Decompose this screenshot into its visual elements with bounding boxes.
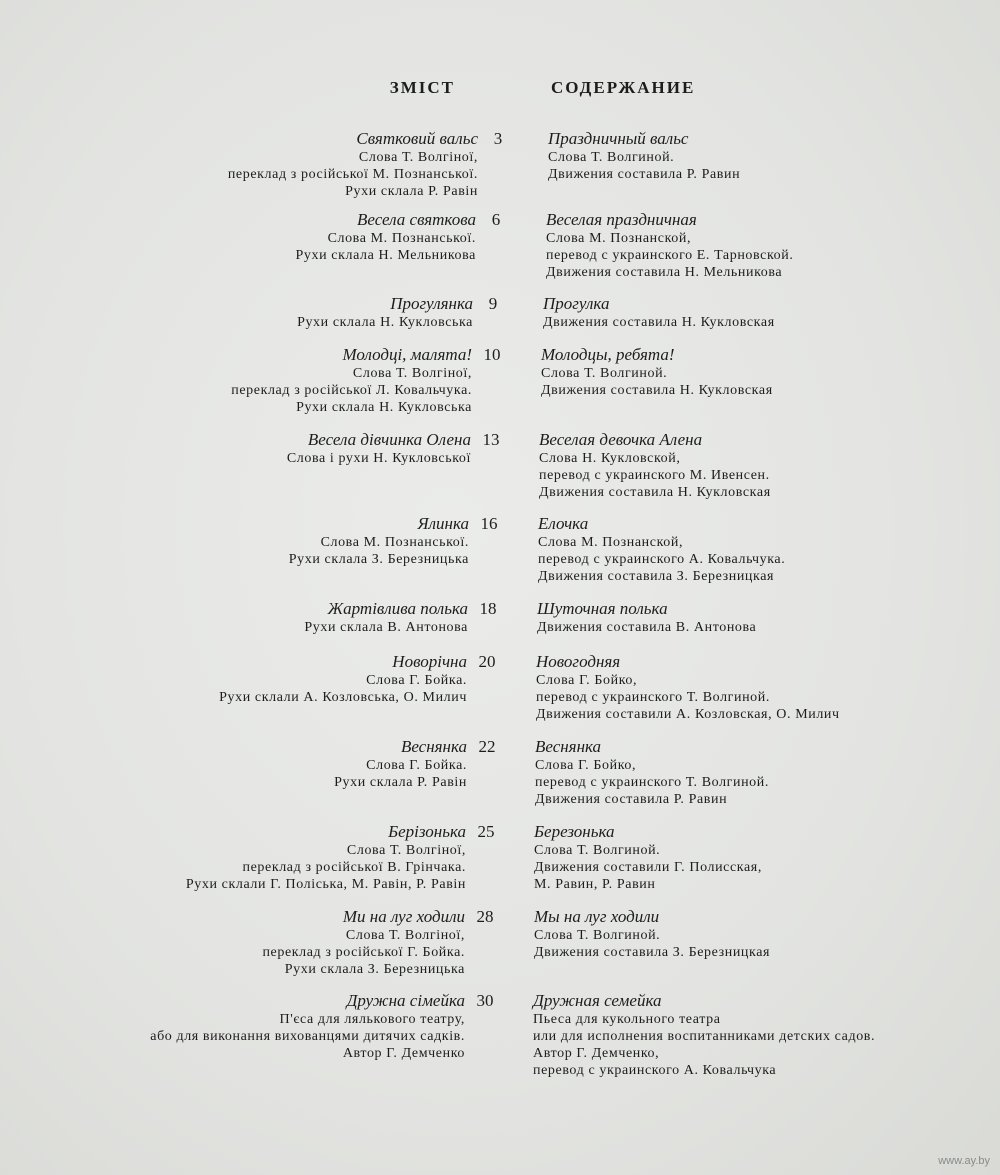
toc-entry-ru: [546, 211, 986, 281]
entry-credit-ru: Движения составила Н. Кукловская: [543, 315, 775, 330]
toc-header-uk: ЗМІСТ: [389, 78, 455, 97]
entry-credit-uk: Рухи склала З. Березницька: [284, 962, 465, 977]
page-number: 13: [482, 430, 500, 449]
entry-credit-ru: Слова Т. Волгиной.: [534, 843, 661, 858]
entry-title-ru: Дружная семейка: [533, 991, 662, 1010]
entry-credit-uk: Слова Г. Бойка.: [366, 758, 467, 773]
entry-title-ru: Мы на луг ходили: [534, 907, 660, 926]
entry-credit-ru: М. Равин, Р. Равин: [534, 877, 656, 892]
toc-entry-uk: [32, 346, 472, 416]
entry-credit-ru: Движения составила Н. Мельникова: [546, 265, 783, 280]
entry-credit-ru: перевод с украинского М. Ивенсен.: [539, 468, 770, 483]
entry-credit-ru: Движения составила З. Березницкая: [534, 945, 771, 960]
entry-credit-ru: перевод с украинского А. Ковальчука.: [538, 552, 786, 567]
entry-credit-ru: Движения составила З. Березницкая: [538, 569, 775, 584]
entry-credit-ru: Движения составила Н. Кукловская: [541, 383, 773, 398]
toc-entry-uk: [25, 992, 465, 1062]
toc-entry-uk: [31, 431, 471, 467]
entry-credit-uk: переклад з російської В. Грінчака.: [242, 860, 466, 875]
page-number: 28: [476, 907, 494, 926]
entry-credit-uk: Слова і рухи Н. Кукловської: [286, 451, 471, 466]
entry-credit-uk: переклад з російської М. Познанської.: [227, 167, 478, 182]
entry-credit-uk: Слова Т. Волгіної,: [346, 843, 466, 858]
entry-title-uk: Дружна сімейка: [346, 991, 465, 1010]
entry-credit-ru: Слова Т. Волгиной.: [548, 150, 675, 165]
entry-credit-uk: Рухи склала Н. Мельникова: [295, 248, 476, 263]
watermark: www.ay.by: [938, 1155, 990, 1167]
entry-credit-uk: Слова М. Познанської.: [320, 535, 469, 550]
entry-credit-ru: Автор Г. Демченко,: [533, 1046, 660, 1061]
entry-credit-uk: переклад з російської Г. Бойка.: [262, 945, 465, 960]
entry-title-uk: Ялинка: [417, 514, 469, 533]
entry-credit-ru: перевод с украинского Е. Тарновской.: [546, 248, 794, 263]
toc-entry-uk: [38, 130, 478, 200]
entry-credit-ru: Слова Н. Кукловской,: [539, 451, 681, 466]
entry-credit-uk: або для виконання вихованцями дитячих садків.: [150, 1029, 465, 1044]
toc-entry-ru: [535, 738, 975, 808]
entry-title-uk: Весела дівчинка Олена: [307, 430, 471, 449]
entry-credit-uk: Слова М. Познанської.: [327, 231, 476, 246]
toc-entry-uk: [29, 515, 469, 568]
entry-title-uk: Новорічна: [392, 652, 467, 671]
entry-credit-ru: Движения составила В. Антонова: [537, 620, 757, 635]
entry-title-uk: Берізонька: [388, 822, 466, 841]
page-number: 18: [479, 599, 497, 618]
toc-header-ru: СОДЕРЖАНИЕ: [551, 78, 696, 97]
toc-entry-uk: [33, 295, 473, 331]
toc-entry-ru: [538, 515, 978, 585]
entry-credit-ru: Движения составила Н. Кукловская: [539, 485, 771, 500]
toc-entry-uk: [36, 211, 476, 264]
entry-credit-uk: Рухи склала Н. Кукловська: [297, 315, 473, 330]
toc-entry-uk: [27, 738, 467, 791]
toc-entry-ru: [548, 130, 988, 183]
entry-credit-ru: Слова М. Познанской,: [538, 535, 684, 550]
page-number: 25: [477, 822, 495, 841]
toc-entry-uk: [28, 600, 468, 636]
entry-credit-uk: Рухи склала Р. Равін: [345, 184, 478, 199]
page-number: 20: [478, 652, 496, 671]
page-number: 6: [491, 210, 501, 229]
entry-title-ru: Веселая девочка Алена: [539, 430, 703, 449]
toc-entry-uk: [26, 823, 466, 893]
entry-credit-ru: Движения составила Р. Равин: [535, 792, 728, 807]
entry-title-uk: Прогулянка: [390, 294, 473, 313]
entry-credit-ru: Слова М. Познанской,: [546, 231, 692, 246]
entry-credit-uk: Рухи склала Р. Равін: [334, 775, 467, 790]
entry-credit-uk: переклад з російської Л. Ковальчука.: [231, 383, 472, 398]
entry-credit-uk: Рухи склала З. Березницька: [288, 552, 469, 567]
entry-credit-uk: Рухи склали А. Козловська, О. Милич: [219, 690, 467, 705]
entry-credit-ru: перевод с украинского Т. Волгиной.: [535, 775, 769, 790]
toc-entry-uk: [27, 653, 467, 706]
page-number: 10: [483, 345, 501, 364]
entry-credit-uk: Автор Г. Демченко: [342, 1046, 465, 1061]
toc-entry-ru: [539, 431, 979, 501]
entry-title-uk: Молодці, малята!: [342, 345, 472, 364]
entry-title-ru: Новогодняя: [536, 652, 621, 671]
page-number: 22: [478, 737, 496, 756]
entry-credit-ru: перевод с украинского Т. Волгиной.: [536, 690, 770, 705]
entry-credit-uk: Рухи склала Н. Кукловська: [296, 400, 472, 415]
entry-title-ru: Шуточная полька: [537, 599, 668, 618]
entry-credit-uk: Слова Г. Бойка.: [366, 673, 467, 688]
entry-title-uk: Святковий вальс: [356, 129, 478, 148]
page-number: 9: [488, 294, 498, 313]
entry-credit-ru: перевод с украинского А. Ковальчука: [533, 1063, 777, 1078]
entry-credit-ru: Движения составила Р. Равин: [548, 167, 741, 182]
toc-entry-ru: [534, 908, 974, 961]
entry-credit-uk: П'єса для лялькового театру,: [279, 1012, 465, 1027]
entry-title-ru: Молодцы, ребята!: [541, 345, 675, 364]
toc-entry-ru: [536, 653, 976, 723]
entry-credit-uk: Рухи склала В. Антонова: [304, 620, 468, 635]
entry-title-uk: Весела святкова: [357, 210, 476, 229]
entry-credit-ru: Слова Т. Волгиной.: [541, 366, 668, 381]
entry-credit-ru: Слова Т. Волгиной.: [534, 928, 661, 943]
entry-title-ru: Праздничный вальс: [548, 129, 689, 148]
toc-entry-ru: [534, 823, 974, 893]
toc-entry-uk: [25, 908, 465, 978]
entry-title-ru: Елочка: [538, 514, 589, 533]
entry-credit-ru: или для исполнения воспитанниками детских садов.: [533, 1029, 876, 1044]
entry-credit-uk: Слова Т. Волгіної,: [345, 928, 465, 943]
entry-title-ru: Веснянка: [535, 737, 602, 756]
page-number: 30: [476, 991, 494, 1010]
toc-entry-ru: [537, 600, 977, 636]
entry-title-ru: Прогулка: [543, 294, 610, 313]
entry-credit-uk: Рухи склали Г. Поліська, М. Равін, Р. Равін: [185, 877, 466, 892]
entry-title-ru: Березонька: [534, 822, 615, 841]
entry-title-uk: Ми на луг ходили: [342, 907, 465, 926]
toc-entry-ru: [533, 992, 973, 1079]
entry-credit-uk: Слова Т. Волгіної,: [352, 366, 472, 381]
entry-title-uk: Веснянка: [400, 737, 467, 756]
entry-credit-ru: Слова Г. Бойко,: [536, 673, 638, 688]
entry-credit-uk: Слова Т. Волгіної,: [358, 150, 478, 165]
page-number: 16: [480, 514, 498, 533]
entry-credit-ru: Движения составили А. Козловская, О. Милич: [536, 707, 840, 722]
entry-title-uk: Жартівлива полька: [327, 599, 468, 618]
toc-entry-ru: [543, 295, 983, 331]
toc-entry-ru: [541, 346, 981, 399]
page-number: 3: [493, 129, 503, 148]
entry-credit-ru: Слова Г. Бойко,: [535, 758, 637, 773]
entry-credit-ru: Движения составили Г. Полисская,: [534, 860, 762, 875]
entry-title-ru: Веселая праздничная: [546, 210, 697, 229]
entry-credit-ru: Пьеса для кукольного театра: [533, 1012, 721, 1027]
